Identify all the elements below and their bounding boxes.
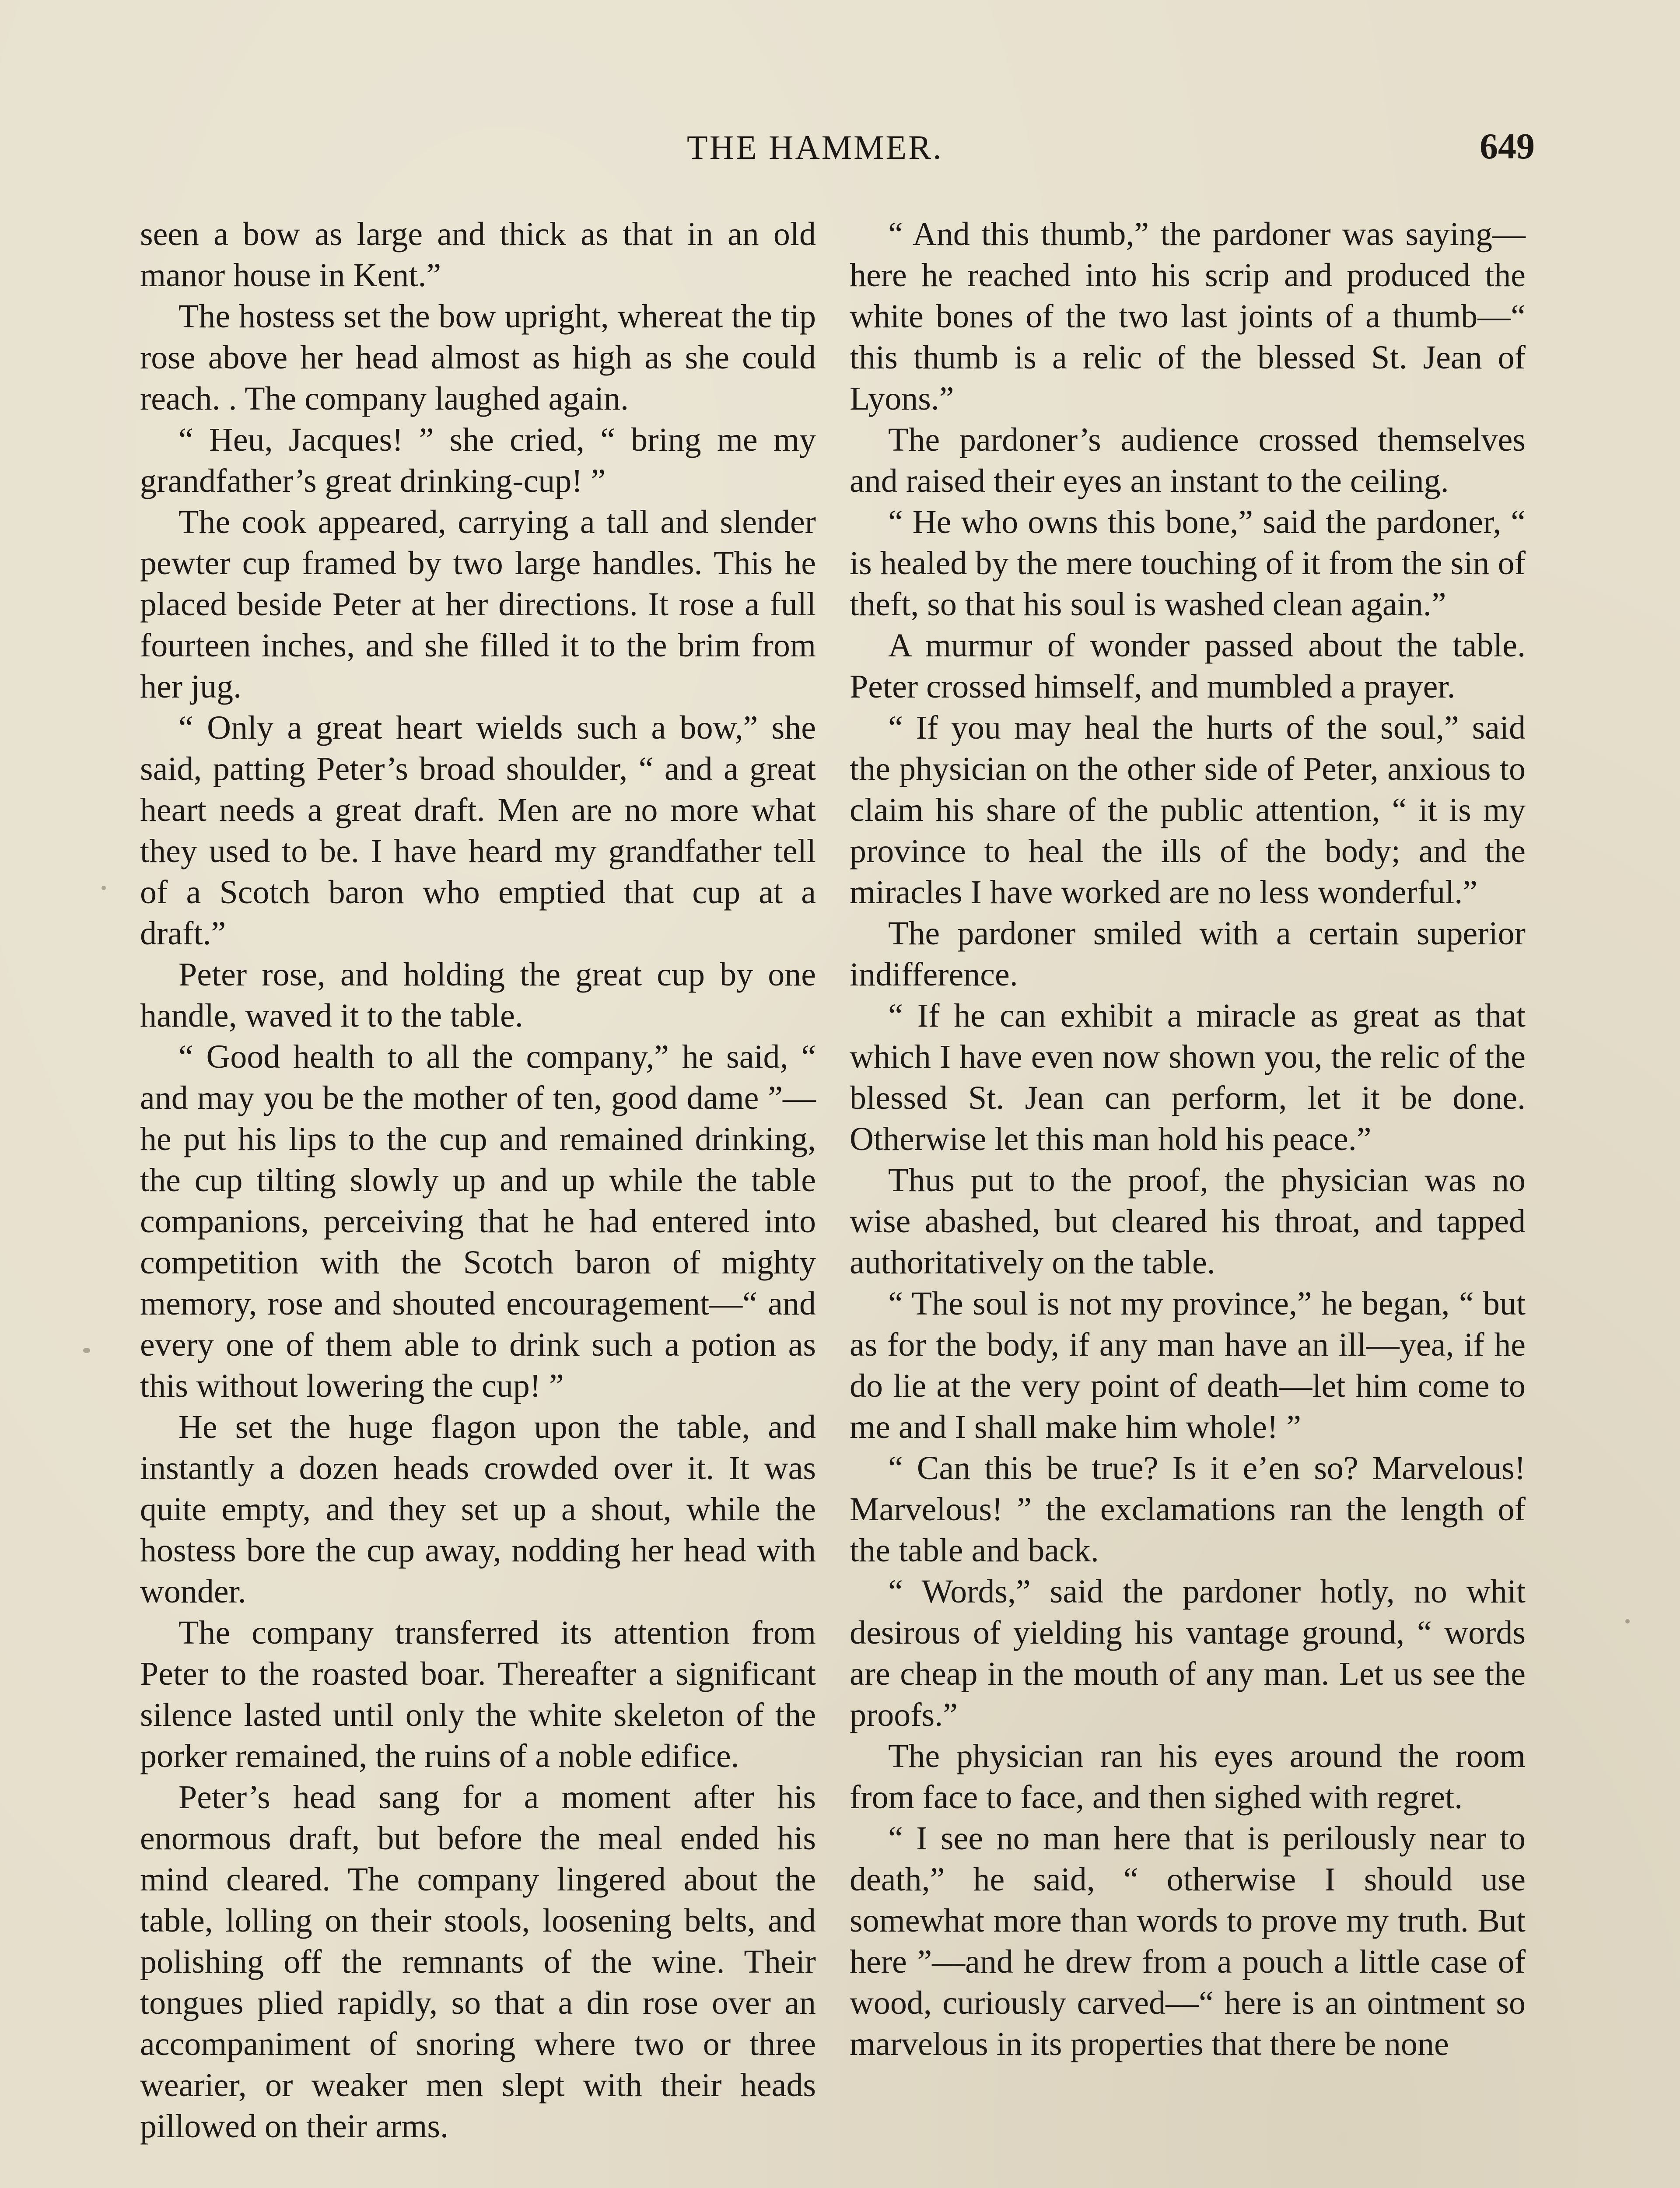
paragraph: “ Good health to all the company,” he said, “ and may you be the mother of ten, good dame ”—he put his lips to the cup and remained drinking, the cup tilting slowly up and up while the table companions, perceiving that he had entered into competition with the Scotch baron of mighty memory, rose and shouted encouragement—“ and every one of them able to drink such a potion as this without lowering the cup! ” — [140, 1038, 816, 1404]
paragraph: Peter rose, and holding the great cup by one handle, waved it to the table. — [140, 956, 816, 1034]
running-title: THE HAMMER. — [687, 128, 943, 166]
paragraph: “ I see no man here that is perilously near to death,” he said, “ otherwise I should use somewhat more than words to prove my truth. But here ”—and he drew from a pouch a little case of wood, curiously carved—“ here is an ointment so marvelous in its properties that there be none — [850, 1820, 1526, 2062]
paragraph: “ If he can exhibit a miracle as great as that which I have even now shown you, the relic of the blessed St. Jean can perform, let it be done. Otherwise let this man hold his peace.” — [850, 997, 1526, 1157]
paragraph: Peter’s head sang for a moment after his enormous draft, but before the meal ended his mind cleared. The company lingered about the table, lolling on their stools, loosening belts, and polishing off the remnants of the wine. Their tongues plied rapidly, so that a din rose over an accompaniment of snoring where two or three wearier, or weaker men slept with their heads pillowed on their arms. — [140, 1779, 816, 2145]
left-column — [140, 214, 816, 2147]
paragraph: “ If you may heal the hurts of the soul,” said the physician on the other side of Peter, anxious to claim his share of the public attention, “ it is my province to heal the ills of the body; and the miracles I have worked are no less wonderful.” — [850, 709, 1526, 911]
paragraph: “ Heu, Jacques! ” she cried, “ bring me my grandfather’s great drinking-cup! ” — [140, 421, 816, 499]
paragraph: The cook appeared, carrying a tall and slender pewter cup framed by two large handles. This he placed beside Peter at her directions. It rose a full fourteen inches, and she filled it to the brim from her jug. — [140, 504, 816, 705]
paragraph: The company transferred its attention from Peter to the roasted boar. Thereafter a significant silence lasted until only the white skeleton of the porker remained, the ruins of a noble edifice. — [140, 1614, 816, 1774]
paragraph: The pardoner smiled with a certain superior indifference. — [850, 915, 1526, 993]
paragraph: A murmur of wonder passed about the table. Peter crossed himself, and mumbled a prayer. — [850, 627, 1526, 705]
paragraph: Thus put to the proof, the physician was no wise abashed, but cleared his throat, and tapped authoritatively on the table. — [850, 1162, 1526, 1281]
paragraph: “ He who owns this bone,” said the pardoner, “ is healed by the mere touching of it from the sin of theft, so that his soul is washed clean again.” — [850, 504, 1526, 623]
paragraph: The pardoner’s audience crossed themselves and raised their eyes an instant to the ceiling. — [850, 421, 1526, 499]
paragraph: “ And this thumb,” the pardoner was saying—here he reached into his scrip and produced the white bones of the two last joints of a thumb—“ this thumb is a relic of the blessed St. Jean of Lyons.” — [850, 216, 1526, 417]
paragraph: seen a bow as large and thick as that in an old manor house in Kent.” — [140, 216, 816, 294]
paragraph: “ Words,” said the pardoner hotly, no whit desirous of yielding his vantage ground, “ words are cheap in the mouth of any man. Let us see the proofs.” — [850, 1573, 1526, 1733]
paragraph: The physician ran his eyes around the room from face to face, and then sighed with regret. — [850, 1738, 1526, 1816]
paragraph: “ The soul is not my province,” he began, “ but as for the body, if any man have an ill—yea, if he do lie at the very point of death—let him come to me and I shall make him whole! ” — [850, 1285, 1526, 1445]
paper-speck — [83, 1348, 90, 1353]
right-column — [850, 214, 1526, 2065]
paper-speck — [102, 886, 106, 890]
paragraph: “ Can this be true? Is it e’en so? Marvelous! Marvelous! ” the exclamations ran the length of the table and back. — [850, 1450, 1526, 1569]
paper-speck — [1625, 1619, 1630, 1623]
page-number: 649 — [1480, 126, 1535, 167]
paragraph: He set the huge flagon upon the table, and instantly a dozen heads crowded over it. It was quite empty, and they set up a shout, while the hostess bore the cup away, nodding her head with wonder. — [140, 1409, 816, 1610]
paragraph: The hostess set the bow upright, whereat the tip rose above her head almost as high as she could reach. . The company laughed again. — [140, 298, 816, 417]
paragraph: “ Only a great heart wields such a bow,” she said, patting Peter’s broad shoulder, “ and a great heart needs a great draft. Men are no more what they used to be. I have heard my grandfather tell of a Scotch baron who emptied that cup at a draft.” — [140, 709, 816, 952]
